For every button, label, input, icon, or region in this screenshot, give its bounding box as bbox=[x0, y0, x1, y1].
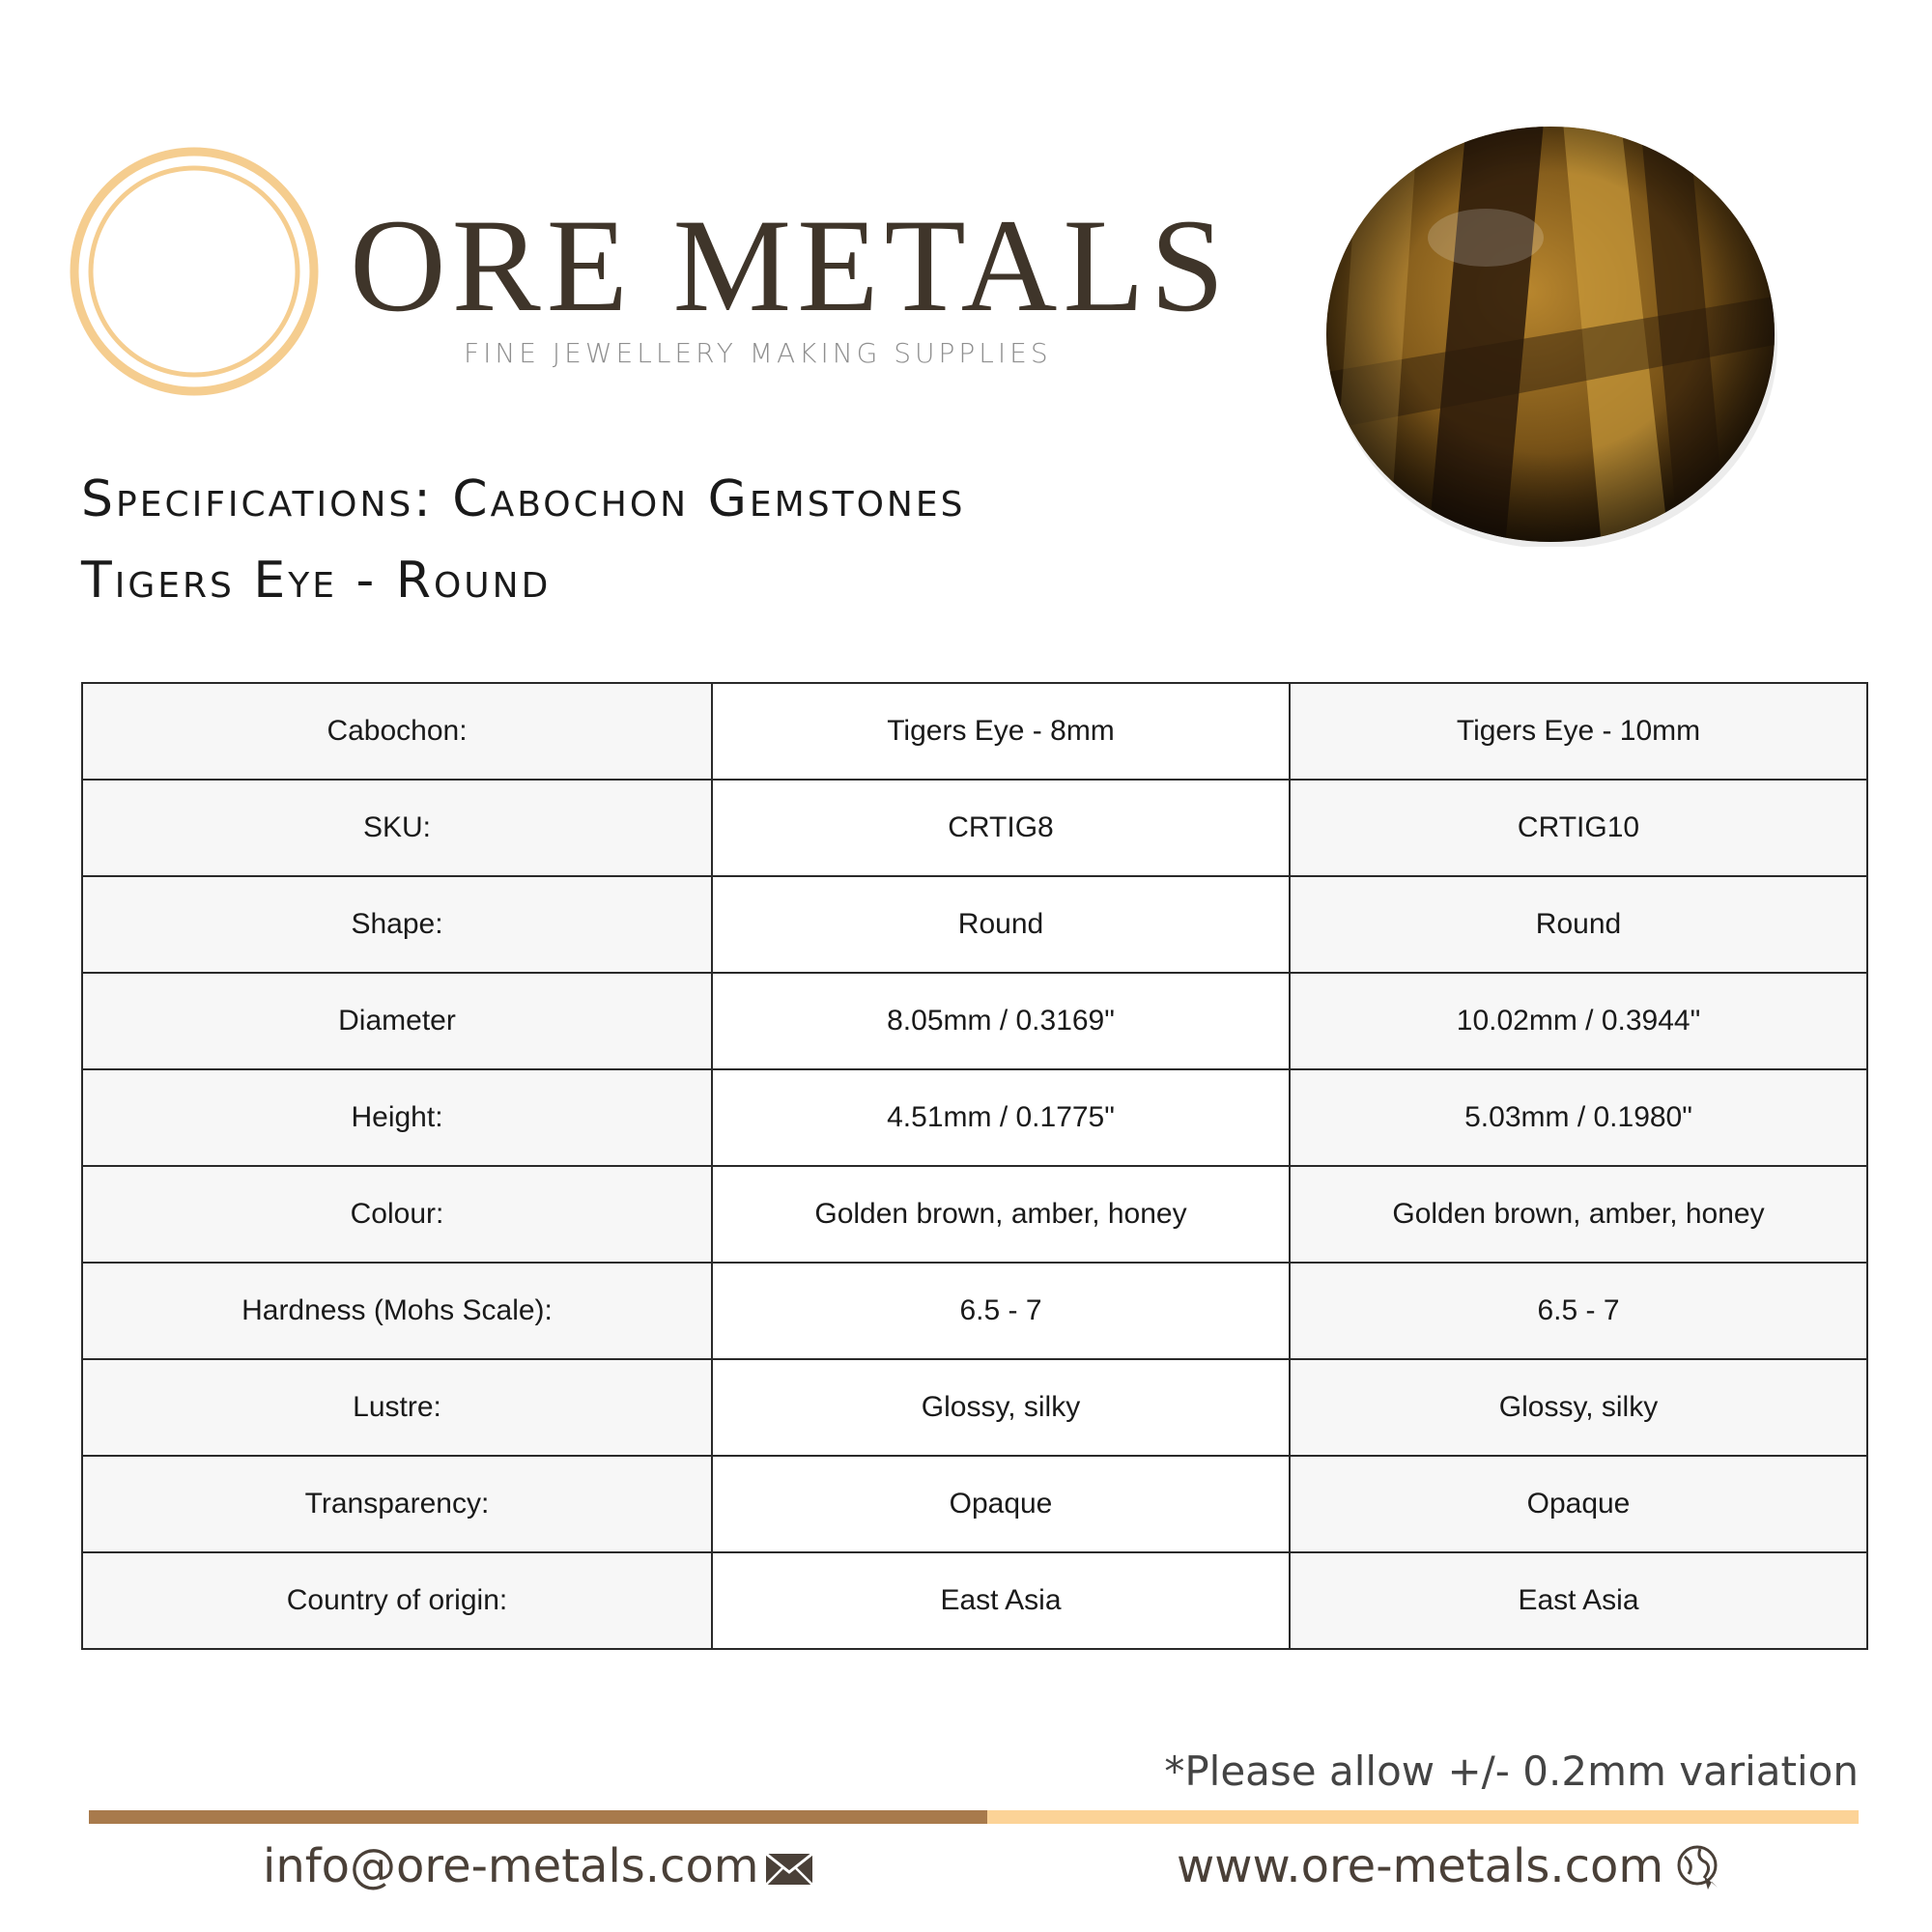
row-label: SKU: bbox=[82, 780, 712, 876]
specifications-table bbox=[81, 682, 1868, 1650]
row-value-8mm: 8.05mm / 0.3169" bbox=[712, 973, 1290, 1069]
row-label: Diameter bbox=[82, 973, 712, 1069]
variation-note: *Please allow +/- 0.2mm variation bbox=[1164, 1747, 1859, 1795]
envelope-icon bbox=[765, 1853, 813, 1886]
row-label: Colour: bbox=[82, 1166, 712, 1263]
row-label: Shape: bbox=[82, 876, 712, 973]
row-value-8mm: East Asia bbox=[712, 1552, 1290, 1649]
specifications-heading: Specifications: Cabochon Gemstones bbox=[81, 470, 966, 528]
row-value-10mm: 10.02mm / 0.3944" bbox=[1290, 973, 1867, 1069]
row-label: Cabochon: bbox=[82, 683, 712, 780]
row-label: Country of origin: bbox=[82, 1552, 712, 1649]
row-value-8mm: Opaque bbox=[712, 1456, 1290, 1552]
row-label: Height: bbox=[82, 1069, 712, 1166]
table-row bbox=[82, 1456, 1867, 1552]
row-label: Transparency: bbox=[82, 1456, 712, 1552]
table-row bbox=[82, 683, 1867, 780]
row-value-10mm: Golden brown, amber, honey bbox=[1290, 1166, 1867, 1263]
row-label: Lustre: bbox=[82, 1359, 712, 1456]
brand-tagline: FINE JEWELLERY MAKING SUPPLIES bbox=[464, 337, 1052, 369]
table-row bbox=[82, 1069, 1867, 1166]
globe-icon bbox=[1675, 1843, 1721, 1891]
tigers-eye-gemstone-image bbox=[1321, 122, 1779, 547]
row-value-10mm: East Asia bbox=[1290, 1552, 1867, 1649]
table-row bbox=[82, 1359, 1867, 1456]
row-value-8mm: Glossy, silky bbox=[712, 1359, 1290, 1456]
table-row bbox=[82, 973, 1867, 1069]
row-value-8mm: 4.51mm / 0.1775" bbox=[712, 1069, 1290, 1166]
row-value-10mm: Opaque bbox=[1290, 1456, 1867, 1552]
row-value-10mm: 5.03mm / 0.1980" bbox=[1290, 1069, 1867, 1166]
row-value-8mm: Tigers Eye - 8mm bbox=[712, 683, 1290, 780]
row-value-10mm: 6.5 - 7 bbox=[1290, 1263, 1867, 1359]
table-row bbox=[82, 780, 1867, 876]
footer-bar-left bbox=[89, 1810, 987, 1824]
row-value-8mm: Golden brown, amber, honey bbox=[712, 1166, 1290, 1263]
row-value-8mm: Round bbox=[712, 876, 1290, 973]
table-row bbox=[82, 1166, 1867, 1263]
logo-rings-icon bbox=[68, 145, 321, 398]
email-link[interactable]: info@ore-metals.com bbox=[263, 1839, 759, 1893]
row-value-10mm: Glossy, silky bbox=[1290, 1359, 1867, 1456]
row-value-10mm: Tigers Eye - 10mm bbox=[1290, 683, 1867, 780]
row-value-10mm: Round bbox=[1290, 876, 1867, 973]
product-heading: Tigers Eye - Round bbox=[81, 552, 552, 610]
row-label: Hardness (Mohs Scale): bbox=[82, 1263, 712, 1359]
row-value-8mm: 6.5 - 7 bbox=[712, 1263, 1290, 1359]
brand-name: ORE METALS bbox=[350, 191, 1231, 339]
row-value-10mm: CRTIG10 bbox=[1290, 780, 1867, 876]
table-row bbox=[82, 876, 1867, 973]
table-row bbox=[82, 1552, 1867, 1649]
footer-bar-right bbox=[987, 1810, 1859, 1824]
website-link[interactable]: www.ore-metals.com bbox=[1177, 1839, 1664, 1893]
row-value-8mm: CRTIG8 bbox=[712, 780, 1290, 876]
table-row bbox=[82, 1263, 1867, 1359]
